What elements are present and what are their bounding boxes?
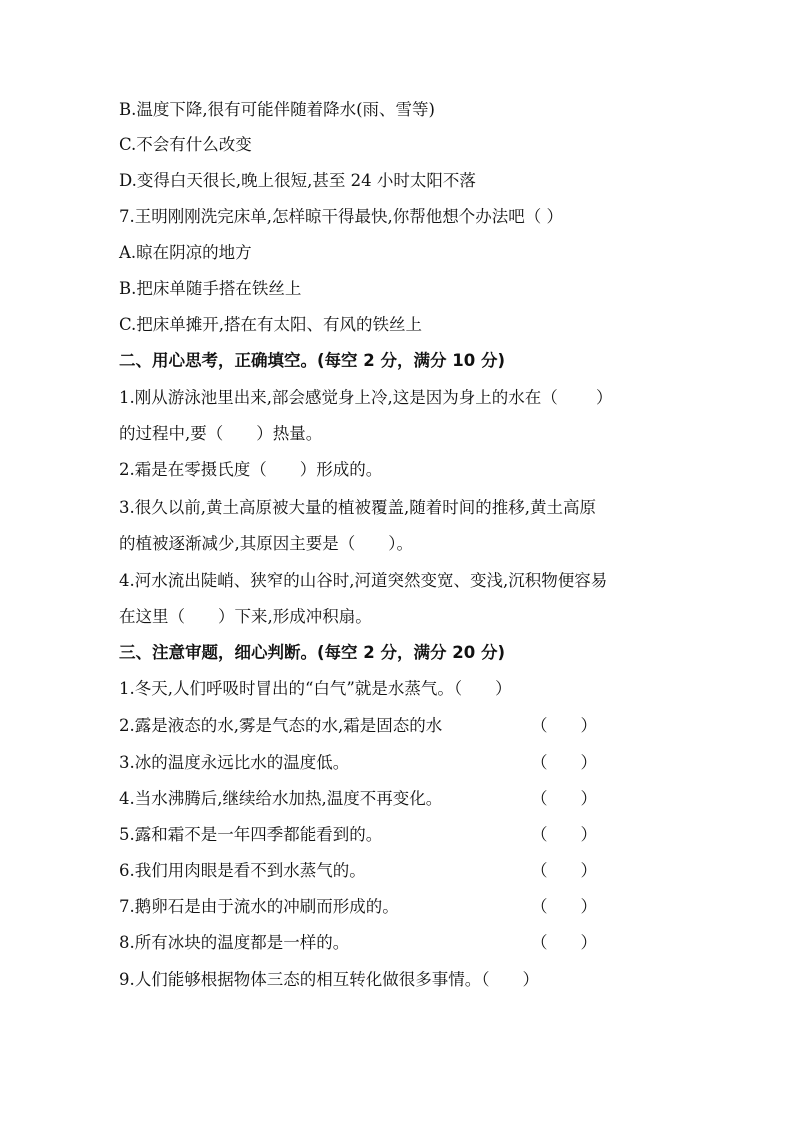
judge-item-4 (119, 781, 679, 817)
judge-item-1 (119, 671, 679, 707)
section3-heading: 三、注意审题，细心判断。(每空 2 分，满分 20 分) (119, 643, 506, 662)
answer-paren: （ ） (531, 789, 597, 808)
answer-paren: （ ） (531, 933, 597, 952)
judge-item-text: 5.露和霜不是一年四季都能看到的。 (119, 825, 383, 844)
section2-heading: 二、用心思考，正确填空。(每空 2 分，满分 10 分) (119, 351, 506, 370)
fill-line-3: 2.霜是在零摄氏度（ ）形成的。 (119, 460, 383, 479)
answer-paren: （ ） (531, 897, 597, 916)
answer-paren: （ ） (531, 861, 597, 880)
judge-item-text: 4.当水沸腾后,继续给水加热,温度不再变化。 (119, 789, 443, 808)
answer-paren: （ ） (531, 716, 597, 735)
judge-item-text: 6.我们用肉眼是看不到水蒸气的。 (119, 861, 366, 880)
judge-item-text: 8.所有冰块的温度都是一样的。 (119, 933, 350, 952)
fill-line-2: 的过程中,要（ ）热量。 (119, 424, 323, 443)
fill-line-1: 1.刚从游泳池里出来,部会感觉身上冷,这是因为身上的水在（ ） (119, 388, 613, 407)
q7-question: 7.王明刚刚洗完床单,怎样晾干得最快,你帮他想个办法吧（ ） (119, 207, 563, 226)
fill-line-4: 3.很久以前,黄土高原被大量的植被覆盖,随着时间的推移,黄土高原 (119, 498, 596, 517)
answer-paren: （ ） (531, 825, 597, 844)
judge-item-text: 1.冬天,人们呼吸时冒出的“白气”就是水蒸气。（ ） (119, 679, 512, 698)
judge-item-9 (119, 962, 679, 998)
q7-option-a: A.晾在阴凉的地方 (119, 243, 252, 262)
fill-line-6: 4.河水流出陡峭、狭窄的山谷时,河道突然变宽、变浅,沉积物便容易 (119, 571, 608, 590)
judge-item-2 (119, 708, 679, 744)
q6-option-d: D.变得白天很长,晚上很短,甚至 24 小时太阳不落 (119, 171, 476, 190)
judge-item-7 (119, 889, 679, 925)
q7-option-b: B.把床单随手搭在铁丝上 (119, 279, 302, 298)
answer-paren: （ ） (531, 753, 597, 772)
fill-line-5: 的植被逐渐减少,其原因主要是（ ）。 (119, 534, 413, 553)
judge-item-6 (119, 853, 679, 889)
fill-line-7: 在这里（ ）下来,形成冲积扇。 (119, 607, 372, 626)
judge-item-8 (119, 925, 679, 961)
q6-option-c: C.不会有什么改变 (119, 135, 252, 154)
q6-option-b: B.温度下降,很有可能伴随着降水(雨、雪等) (119, 100, 435, 119)
judge-item-5 (119, 817, 679, 853)
judge-item-text: 9.人们能够根据物体三态的相互转化做很多事情。（ ） (119, 970, 539, 989)
judge-item-3 (119, 745, 679, 781)
q7-option-c: C.把床单摊开,搭在有太阳、有风的铁丝上 (119, 315, 423, 334)
judge-item-text: 2.露是液态的水,雾是气态的水,霜是固态的水 (119, 716, 443, 735)
judge-item-text: 3.冰的温度永远比水的温度低。 (119, 753, 350, 772)
judge-item-text: 7.鹅卵石是由于流水的冲刷而形成的。 (119, 897, 399, 916)
